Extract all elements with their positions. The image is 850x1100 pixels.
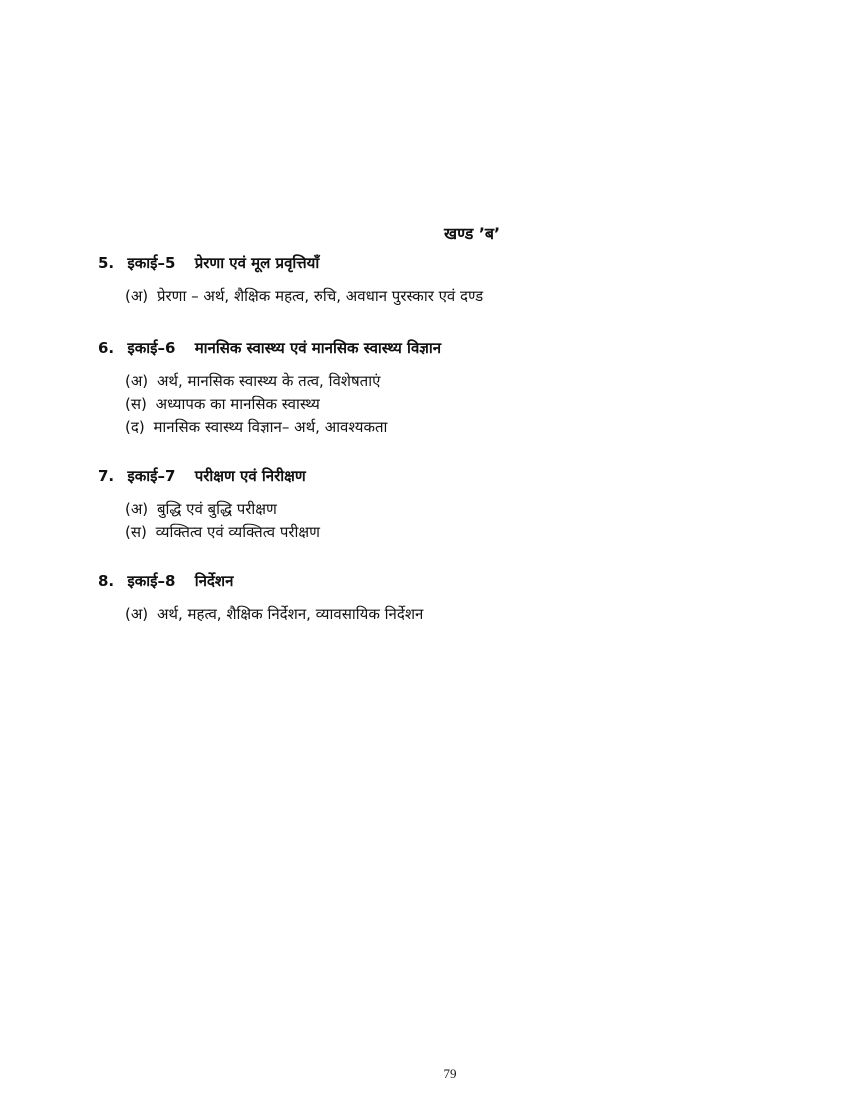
topic-text: अर्थ, महत्व, शैक्षिक निर्देशन, व्यावसायिक निर्देशन bbox=[156, 605, 424, 623]
topic-item bbox=[125, 370, 798, 393]
unit-code: इकाई–7 bbox=[127, 467, 176, 485]
unit-heading bbox=[98, 336, 798, 360]
topic-label: (अ) bbox=[125, 287, 149, 305]
topic-item bbox=[125, 393, 798, 416]
topic-text: बुद्धि एवं बुद्धि परीक्षण bbox=[156, 500, 277, 518]
topic-label: (अ) bbox=[125, 500, 149, 518]
unit-title: निर्देशन bbox=[194, 572, 234, 590]
unit-7 bbox=[98, 464, 798, 544]
topic-label: (अ) bbox=[125, 605, 149, 623]
unit-number: 5. bbox=[98, 254, 115, 272]
unit-code: इकाई–5 bbox=[127, 254, 176, 272]
topic-label: (स) bbox=[125, 523, 147, 541]
unit-heading bbox=[98, 251, 798, 275]
topic-item bbox=[125, 285, 798, 308]
unit-6 bbox=[98, 336, 798, 439]
topic-text: व्यक्तित्व एवं व्यक्तित्व परीक्षण bbox=[155, 523, 320, 541]
unit-code: इकाई–8 bbox=[127, 572, 176, 590]
unit-topic-list bbox=[125, 285, 798, 308]
section-title: खण्ड ’ब’ bbox=[444, 224, 501, 243]
unit-topic-list bbox=[125, 370, 798, 439]
unit-heading bbox=[98, 464, 798, 488]
unit-title: मानसिक स्वास्थ्य एवं मानसिक स्वास्थ्य विज्ञान bbox=[194, 339, 442, 357]
topic-item bbox=[125, 521, 798, 544]
unit-number: 7. bbox=[98, 467, 115, 485]
page-number: 79 bbox=[443, 1066, 457, 1081]
unit-code: इकाई–6 bbox=[127, 339, 176, 357]
unit-5 bbox=[98, 251, 798, 308]
topic-text: अर्थ, मानसिक स्वास्थ्य के तत्व, विशेषताएं bbox=[156, 372, 381, 390]
topic-item bbox=[125, 416, 798, 439]
topic-label: (स) bbox=[125, 395, 147, 413]
unit-topic-list bbox=[125, 498, 798, 544]
topic-label: (द) bbox=[125, 418, 145, 436]
topic-label: (अ) bbox=[125, 372, 149, 390]
topic-text: अध्यापक का मानसिक स्वास्थ्य bbox=[155, 395, 320, 413]
unit-title: प्रेरणा एवं मूल प्रवृत्तियाँ bbox=[194, 254, 320, 272]
topic-text: प्रेरणा – अर्थ, शैक्षिक महत्व, रुचि, अवधान पुरस्कार एवं दण्ड bbox=[156, 287, 484, 305]
unit-title: परीक्षण एवं निरीक्षण bbox=[194, 467, 306, 485]
unit-heading bbox=[98, 569, 798, 593]
topic-item bbox=[125, 498, 798, 521]
topic-item bbox=[125, 603, 798, 626]
topic-text: मानसिक स्वास्थ्य विज्ञान– अर्थ, आवश्यकता bbox=[153, 418, 388, 436]
unit-topic-list bbox=[125, 603, 798, 626]
unit-number: 6. bbox=[98, 339, 115, 357]
unit-number: 8. bbox=[98, 572, 115, 590]
unit-8 bbox=[98, 569, 798, 626]
